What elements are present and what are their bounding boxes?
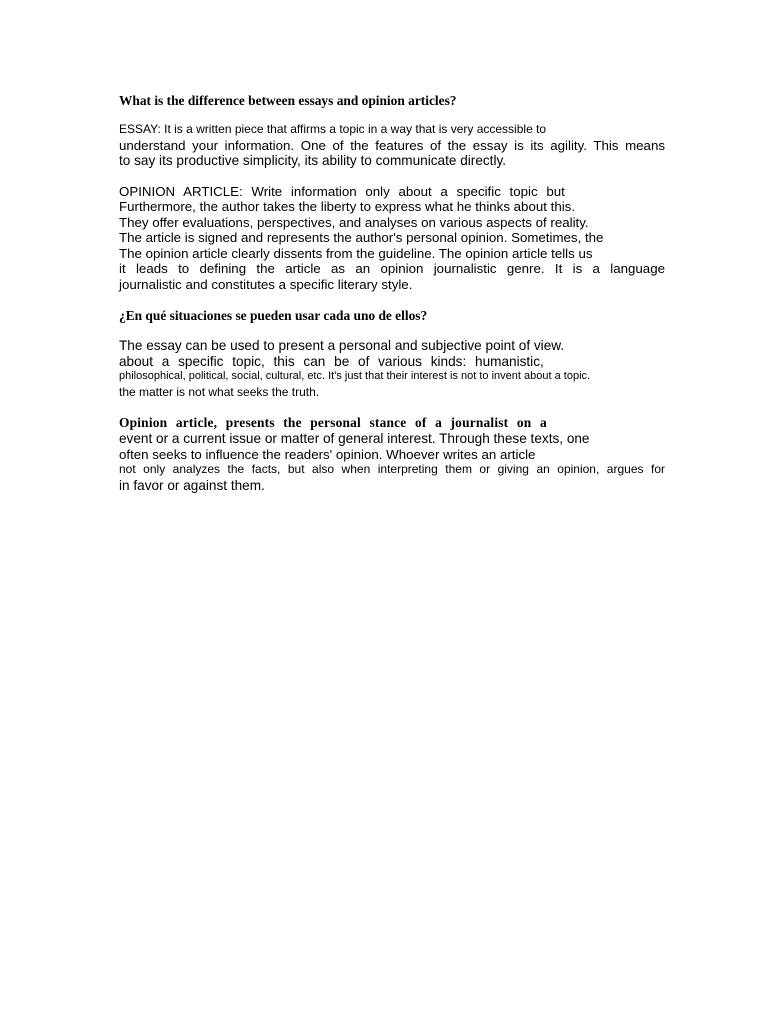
opinion-line-4: The article is signed and represents the author's personal opinion. Sometimes, the — [119, 230, 604, 245]
use-line-3: philosophical, political, social, cultural, etc. It's just that their interest is not to invent about a topic. — [119, 370, 591, 382]
opinion-line-7: journalistic and constitutes a specific literary style. — [119, 276, 413, 292]
essay-line-2: understand your information. One of the features of the essay is its agility. This means — [119, 137, 665, 153]
paragraph-essay — [119, 122, 665, 169]
opinion-line-2: Furthermore, the author takes the liberty to express what he thinks about this. — [119, 199, 576, 214]
document-body — [119, 92, 665, 493]
opinion2-lead: Opinion article, presents the personal stance of a journalist on a — [119, 415, 547, 430]
opinion-line-1: OPINION ARTICLE: Write information only about a specific topic but — [119, 183, 565, 199]
paragraph-opinion-article — [119, 184, 665, 293]
paragraph-essay-use — [119, 338, 665, 400]
use-line-4: the matter is not what seeks the truth. — [119, 384, 320, 399]
opinion-line-5: The opinion article clearly dissents from the guideline. The opinion article tells us — [119, 245, 593, 261]
opinion-line-6: it leads to defining the article as an opinion journalistic genre. It is a language — [119, 261, 665, 276]
use-line-1: The essay can be used to present a personal and subjective point of view. — [119, 338, 565, 353]
paragraph-opinion-stance — [119, 415, 665, 493]
opinion-line-3: They offer evaluations, perspectives, and analyses on various aspects of reality. — [119, 214, 589, 230]
opinion2-line-3: not only analyzes the facts, but also when interpreting them or giving an opinion, argues for — [119, 462, 665, 476]
use-line-2: about a specific topic, this can be of various kinds: humanistic, — [119, 353, 544, 369]
opinion2-line-4: in favor or against them. — [119, 477, 265, 493]
opinion2-line-2: often seeks to influence the readers' opinion. Whoever writes an article — [119, 446, 536, 462]
essay-line-3: to say its productive simplicity, its ability to communicate directly. — [119, 153, 507, 168]
heading-situations: ¿En qué situaciones se pueden usar cada uno de ellos? — [119, 308, 428, 323]
opinion2-line-1: event or a current issue or matter of general interest. Through these texts, one — [119, 431, 590, 446]
essay-line-1: ESSAY: It is a written piece that affirms a topic in a way that is very accessible to — [119, 122, 547, 136]
heading-difference: What is the difference between essays and opinion articles? — [119, 93, 457, 108]
